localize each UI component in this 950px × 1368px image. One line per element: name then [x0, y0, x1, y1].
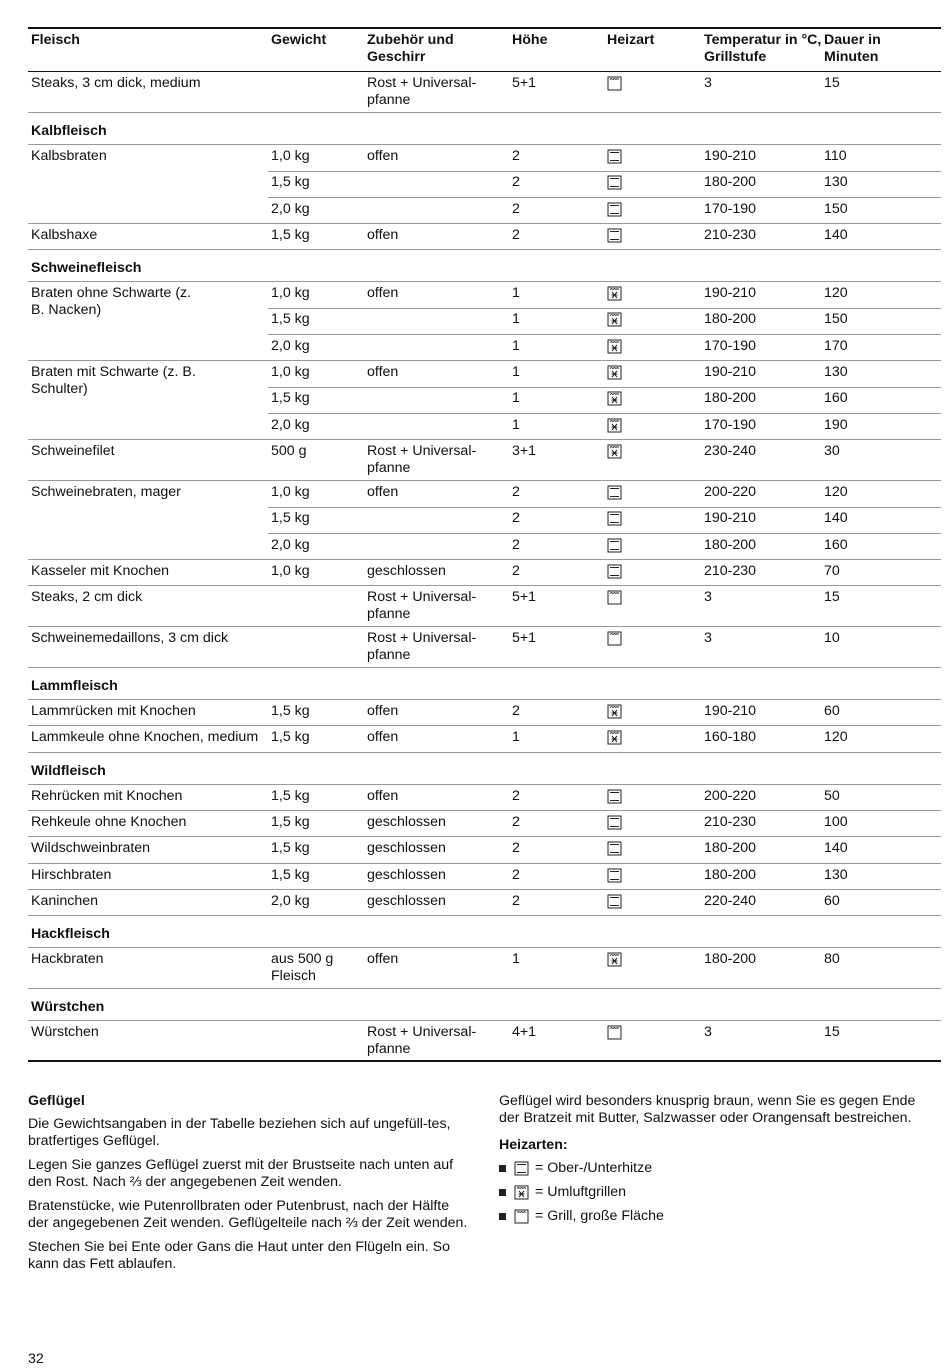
gefluegel-paragraph: Stechen Sie bei Ente oder Gans die Haut unter den Flügeln ein. So kann das Fett ablaufen. — [28, 1239, 450, 1272]
section-header — [28, 250, 941, 282]
row-name: Kalbsbraten — [31, 148, 107, 164]
cell-hoehe: 2 — [512, 510, 520, 527]
cell-dauer: 120 — [824, 483, 848, 500]
cell-hoehe: 2 — [512, 200, 520, 217]
table-subrow — [268, 864, 941, 890]
umluftgrill-icon — [607, 952, 625, 970]
section-label: Kalbfleisch — [31, 123, 107, 139]
row-name: Schweinemedaillons, 3 cm dick — [31, 630, 229, 647]
cell-temperatur: 180-200 — [704, 951, 757, 968]
section-label: Wildfleisch — [31, 762, 106, 779]
table-subrow — [268, 534, 941, 560]
cell-dauer: 160 — [824, 536, 848, 553]
cell-hoehe: 1 — [512, 364, 520, 381]
table-row — [28, 700, 941, 726]
table-row — [28, 948, 941, 989]
row-zubehoer: Rost + Universal-pfanne — [367, 442, 477, 476]
ober-unter-icon — [607, 789, 625, 807]
row-name: Hackbraten — [31, 951, 104, 968]
table-row — [28, 726, 941, 752]
table-subrow — [268, 361, 941, 388]
table-row — [28, 811, 941, 837]
cell-temperatur: 190-210 — [704, 510, 757, 527]
ober-unter-icon — [607, 841, 625, 859]
row-name: Würstchen — [31, 1024, 99, 1041]
ober-unter-icon — [607, 511, 625, 529]
cell-dauer: 160 — [824, 390, 848, 407]
row-name: Kaninchen — [31, 892, 99, 909]
table-subrow — [268, 224, 941, 250]
row-zubehoer: Rost + Universal-pfanne — [367, 75, 477, 108]
row-name: Kasseler mit Knochen — [31, 562, 170, 579]
table-subrow — [268, 700, 941, 726]
crisp-tip-text: Geflügel wird besonders knusprig braun, wenn Sie es gegen Ende der Bratzeit mit Butter, Salzwasser oder Orangensaft bestreichen. — [499, 1093, 916, 1126]
ober-unter-icon — [607, 868, 625, 886]
row-name: Steaks, 2 cm dick — [31, 589, 143, 606]
row-name: Wildschweinbraten — [31, 840, 151, 857]
table-subrow — [268, 440, 941, 466]
cell-dauer: 15 — [824, 1024, 840, 1041]
cooking-table — [28, 27, 941, 1062]
cell-gewicht: 500 g — [271, 442, 307, 459]
cell-gewicht: 1,5 kg — [271, 226, 310, 243]
cell-hoehe: 5+1 — [512, 589, 537, 606]
table-subrow — [268, 198, 941, 224]
row-zubehoer: Rost + Universal-pfanne — [367, 630, 477, 664]
table-subrow — [268, 1021, 941, 1047]
section-header — [28, 916, 941, 948]
table-subrow — [268, 414, 941, 440]
cell-gewicht: 1,0 kg — [271, 148, 310, 164]
gefluegel-title: Geflügel — [28, 1093, 85, 1109]
row-zubehoer: offen — [367, 787, 399, 804]
cell-temperatur: 190-210 — [704, 703, 757, 720]
cell-gewicht: 1,5 kg — [271, 703, 310, 720]
row-name: Rehrücken mit Knochen — [31, 787, 183, 804]
table-subrow — [268, 72, 941, 98]
heizarten-legend — [499, 1160, 939, 1225]
row-zubehoer: offen — [367, 148, 399, 164]
row-name: Lammkeule ohne Knochen, medium — [31, 729, 259, 746]
table-row — [28, 440, 941, 481]
table-subrow — [268, 308, 941, 335]
table-subrow — [268, 837, 941, 863]
table-row — [28, 627, 941, 668]
ober-unter-icon — [607, 228, 625, 246]
table-subrow — [268, 785, 941, 811]
cell-gewicht: 1,0 kg — [271, 285, 310, 302]
row-zubehoer: geschlossen — [367, 814, 446, 831]
cell-temperatur: 3 — [704, 630, 712, 647]
bullet-icon — [499, 1213, 506, 1220]
row-zubehoer: offen — [367, 703, 399, 720]
bullet-icon — [499, 1189, 506, 1196]
cell-hoehe: 2 — [512, 536, 520, 553]
table-subrow — [268, 171, 941, 198]
ober-unter-icon — [607, 149, 625, 167]
row-zubehoer: offen — [367, 483, 399, 500]
cell-dauer: 120 — [824, 285, 848, 302]
cell-dauer: 15 — [824, 75, 840, 91]
table-row — [28, 560, 941, 586]
cell-temperatur: 170-190 — [704, 337, 757, 354]
row-zubehoer: offen — [367, 285, 399, 302]
gefluegel-paragraph: Die Gewichtsangaben in der Tabelle beziehen sich auf ungefüll-tes, bratfertiges Geflügel. — [28, 1116, 451, 1149]
table-row — [28, 890, 941, 916]
cell-hoehe: 2 — [512, 483, 520, 500]
ober-unter-icon — [607, 564, 625, 582]
table-row — [28, 785, 941, 811]
cell-temperatur: 190-210 — [704, 148, 757, 164]
cell-temperatur: 180-200 — [704, 311, 757, 328]
cell-dauer: 130 — [824, 364, 848, 381]
umluftgrill-icon — [607, 730, 625, 748]
cell-temperatur: 210-230 — [704, 562, 757, 579]
cell-gewicht: aus 500 g Fleisch — [271, 951, 334, 985]
cell-hoehe: 2 — [512, 148, 520, 164]
ober-unter-icon — [607, 202, 625, 220]
cell-hoehe: 2 — [512, 866, 520, 883]
cell-temperatur: 180-200 — [704, 174, 757, 191]
table-row — [28, 145, 941, 224]
cell-temperatur: 230-240 — [704, 442, 757, 459]
cell-dauer: 80 — [824, 951, 840, 968]
legend-label: = Ober-/Unterhitze — [535, 1160, 653, 1176]
table-body — [28, 72, 941, 1062]
cell-dauer: 120 — [824, 729, 848, 746]
umluftgrill-icon — [607, 365, 625, 383]
cell-gewicht: 1,0 kg — [271, 483, 310, 500]
cell-hoehe: 1 — [512, 951, 520, 968]
cell-gewicht: 1,5 kg — [271, 840, 310, 857]
legend-label: = Umluftgrillen — [535, 1184, 627, 1200]
cell-dauer: 50 — [824, 787, 840, 804]
table-row — [28, 481, 941, 560]
cell-gewicht: 1,5 kg — [271, 866, 310, 883]
cell-dauer: 70 — [824, 562, 840, 579]
cell-temperatur: 170-190 — [704, 200, 757, 217]
cell-hoehe: 2 — [512, 703, 520, 720]
cell-temperatur: 210-230 — [704, 226, 757, 243]
table-subrow — [268, 627, 941, 653]
cell-gewicht: 1,5 kg — [271, 311, 310, 328]
cell-gewicht: 1,5 kg — [271, 390, 310, 407]
grill-icon — [607, 590, 625, 608]
row-name: Rehkeule ohne Knochen — [31, 814, 187, 831]
cell-temperatur: 180-200 — [704, 536, 757, 553]
cell-temperatur: 180-200 — [704, 866, 757, 883]
cell-dauer: 130 — [824, 174, 848, 191]
table-subrow — [268, 507, 941, 534]
cell-dauer: 15 — [824, 589, 840, 606]
cell-temperatur: 220-240 — [704, 892, 757, 909]
header-zubehoer: Zubehör und Geschirr — [367, 32, 454, 65]
cell-hoehe: 2 — [512, 226, 520, 243]
table-row — [28, 361, 941, 440]
table-subrow — [268, 481, 941, 508]
row-name: Braten mit Schwarte (z. B. Schulter) — [31, 364, 196, 398]
gefluegel-section — [28, 1093, 473, 1280]
table-row — [28, 224, 941, 250]
table-subrow — [268, 948, 941, 985]
cell-dauer: 150 — [824, 200, 848, 217]
cell-gewicht: 1,5 kg — [271, 814, 310, 831]
legend-label: = Grill, große Fläche — [535, 1208, 664, 1224]
row-zubehoer: geschlossen — [367, 866, 446, 883]
cell-gewicht: 1,0 kg — [271, 364, 310, 381]
row-zubehoer: geschlossen — [367, 562, 446, 579]
row-zubehoer: Rost + Universal-pfanne — [367, 1024, 477, 1058]
cell-dauer: 60 — [824, 892, 840, 909]
cell-temperatur: 210-230 — [704, 814, 757, 831]
ober-unter-icon — [607, 175, 625, 193]
header-temperatur: Temperatur in °C, Grillstufe — [704, 32, 822, 65]
cell-temperatur: 3 — [704, 75, 712, 91]
cell-dauer: 140 — [824, 840, 848, 857]
cell-hoehe: 1 — [512, 416, 520, 433]
umluftgrill-icon — [607, 312, 625, 330]
cell-gewicht: 2,0 kg — [271, 892, 310, 909]
cell-temperatur: 180-200 — [704, 840, 757, 857]
cell-temperatur: 180-200 — [704, 390, 757, 407]
ober-unter-icon — [607, 538, 625, 556]
table-subrow — [268, 282, 941, 309]
section-header — [28, 668, 941, 700]
cell-gewicht: 2,0 kg — [271, 416, 310, 433]
table-subrow — [268, 145, 941, 172]
cell-gewicht: 2,0 kg — [271, 337, 310, 354]
cell-hoehe: 2 — [512, 562, 520, 579]
section-header — [28, 989, 941, 1021]
ober-unter-icon — [607, 815, 625, 833]
bullet-icon — [499, 1165, 506, 1172]
row-zubehoer: offen — [367, 729, 399, 746]
header-dauer: Dauer in Minuten — [824, 32, 881, 65]
right-column — [499, 1093, 939, 1232]
cell-hoehe: 2 — [512, 787, 520, 804]
section-label: Schweinefleisch — [31, 260, 142, 277]
umluftgrill-icon — [607, 704, 625, 722]
cell-temperatur: 160-180 — [704, 729, 757, 746]
table-subrow — [268, 387, 941, 414]
cell-hoehe: 4+1 — [512, 1024, 537, 1041]
table-row — [28, 864, 941, 890]
row-name: Kalbshaxe — [31, 226, 98, 243]
cell-temperatur: 3 — [704, 589, 712, 606]
cell-hoehe: 1 — [512, 337, 520, 354]
row-zubehoer: offen — [367, 951, 399, 968]
cell-dauer: 140 — [824, 510, 848, 527]
cell-gewicht: 1,0 kg — [271, 562, 310, 579]
cell-gewicht: 2,0 kg — [271, 200, 310, 217]
section-header — [28, 753, 941, 785]
gefluegel-paragraph: Bratenstücke, wie Putenrollbraten oder Putenbrust, nach der Hälfte der angegebenen Zeit wenden. Geflügelteile nach ⅔ der Zeit wenden. — [28, 1198, 468, 1231]
table-subrow — [268, 890, 941, 916]
table-row — [28, 282, 941, 361]
ober-unter-icon — [607, 894, 625, 912]
legend-item — [499, 1160, 939, 1177]
umluftgrill-icon — [514, 1185, 529, 1200]
cell-dauer: 190 — [824, 416, 848, 433]
cell-hoehe: 1 — [512, 311, 520, 328]
grill-icon — [607, 1025, 625, 1043]
cell-dauer: 60 — [824, 703, 840, 720]
cell-dauer: 140 — [824, 226, 848, 243]
table-subrow — [268, 726, 941, 752]
cell-gewicht: 1,5 kg — [271, 729, 310, 746]
umluftgrill-icon — [607, 286, 625, 304]
cell-hoehe: 2 — [512, 814, 520, 831]
cell-temperatur: 170-190 — [704, 416, 757, 433]
grill-icon — [607, 76, 625, 94]
section-label: Hackfleisch — [31, 926, 110, 943]
row-name: Lammrücken mit Knochen — [31, 703, 196, 720]
row-zubehoer: geschlossen — [367, 892, 446, 909]
row-zubehoer: offen — [367, 364, 399, 381]
gefluegel-paragraph: Legen Sie ganzes Geflügel zuerst mit der Brustseite nach unten auf den Rost. Nach ⅔ der angegebenen Zeit wenden. — [28, 1157, 454, 1190]
cell-temperatur: 3 — [704, 1024, 712, 1041]
cell-dauer: 110 — [824, 148, 847, 164]
cell-gewicht: 1,5 kg — [271, 510, 310, 527]
cell-temperatur: 190-210 — [704, 364, 757, 381]
cell-gewicht: 1,5 kg — [271, 174, 310, 191]
grill-icon — [514, 1209, 529, 1224]
header-gewicht: Gewicht — [271, 32, 327, 48]
umluftgrill-icon — [607, 418, 625, 436]
cell-hoehe: 2 — [512, 840, 520, 857]
cell-gewicht: 2,0 kg — [271, 536, 310, 553]
row-name: Schweinebraten, mager — [31, 483, 181, 500]
cell-temperatur: 190-210 — [704, 285, 757, 302]
row-zubehoer: geschlossen — [367, 840, 446, 857]
table-header — [28, 27, 941, 72]
table-subrow — [268, 586, 941, 612]
table-subrow — [268, 335, 941, 361]
page-number: 32 — [28, 1351, 44, 1367]
legend-item — [499, 1208, 939, 1225]
cell-dauer: 10 — [824, 630, 840, 647]
table-row — [28, 1021, 941, 1062]
heizarten-title: Heizarten: — [499, 1137, 568, 1153]
legend-item — [499, 1184, 939, 1201]
grill-icon — [607, 631, 625, 649]
cell-hoehe: 1 — [512, 729, 520, 746]
cell-hoehe: 3+1 — [512, 442, 537, 459]
table-subrow — [268, 560, 941, 586]
section-label: Lammfleisch — [31, 678, 118, 695]
header-hoehe: Höhe — [512, 32, 548, 48]
row-name: Schweinefilet — [31, 442, 115, 459]
cell-dauer: 130 — [824, 866, 848, 883]
cell-dauer: 100 — [824, 814, 848, 831]
cell-hoehe: 1 — [512, 390, 520, 407]
ober-unter-icon — [514, 1161, 529, 1176]
cell-hoehe: 2 — [512, 892, 520, 909]
header-fleisch: Fleisch — [31, 32, 80, 48]
cell-temperatur: 200-220 — [704, 787, 757, 804]
cell-gewicht: 1,5 kg — [271, 787, 310, 804]
umluftgrill-icon — [607, 339, 625, 357]
row-zubehoer: Rost + Universal-pfanne — [367, 589, 477, 623]
table-row — [28, 837, 941, 863]
table-row — [28, 72, 941, 113]
cell-dauer: 170 — [824, 337, 848, 354]
table-subrow — [268, 811, 941, 837]
row-name: Hirschbraten — [31, 866, 112, 883]
cell-hoehe: 1 — [512, 285, 520, 302]
section-header — [28, 113, 941, 145]
cell-hoehe: 5+1 — [512, 630, 537, 647]
table-row — [28, 586, 941, 627]
row-zubehoer: offen — [367, 226, 399, 243]
cell-hoehe: 5+1 — [512, 75, 537, 91]
row-name: Steaks, 3 cm dick, medium — [31, 75, 201, 91]
cell-temperatur: 200-220 — [704, 483, 757, 500]
umluftgrill-icon — [607, 391, 625, 409]
row-name: Braten ohne Schwarte (z. B. Nacken) — [31, 285, 192, 319]
cell-hoehe: 2 — [512, 174, 520, 191]
cell-dauer: 30 — [824, 442, 840, 459]
cell-dauer: 150 — [824, 311, 848, 328]
section-label: Würstchen — [31, 999, 105, 1016]
ober-unter-icon — [607, 485, 625, 503]
umluftgrill-icon — [607, 444, 625, 462]
header-heizart: Heizart — [607, 32, 655, 48]
